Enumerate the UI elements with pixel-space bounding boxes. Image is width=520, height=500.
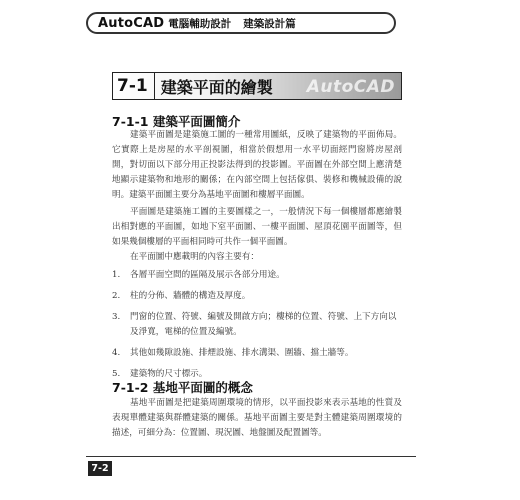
running-header <box>86 12 396 34</box>
header-subtitle: 電腦輔助設計 <box>168 17 232 30</box>
footer-rule <box>86 456 416 457</box>
paragraph-contents: 在平面圖中應載明的內容主要有： <box>130 252 259 262</box>
chapter-title: 建築平面的繪製 <box>160 77 273 97</box>
list-item: 2. 柱的分佈、牆體的構造及厚度。 <box>112 291 251 301</box>
paragraph-floors: 平面圖是建築施工圖的主要圖樣之一，一般情況下每一個樓層都應繪製出相對應的平面圖，如地下室平面圖、一樓平面圖、屋頂花園平面圖等，但如果幾個樓層的平面相同時可共作一個平面圖。 <box>112 207 402 247</box>
paragraph-intro: 建築平面圖是建築施工圖的一種常用圖紙，反映了建築物的平面佈局。它實際上是房屋的水平剖視圖，相當於假想用一水平切面經門窗將房屋剖開，對切面以下部分用正投影法得到的投影圖。平面圖在外部空間上應清楚地顯示建築物和地形的關係；在內部空間上包括傢俱、裝修和機械設備的說明。建築平面圖主要分為基地平面圖和樓層平面圖。 <box>112 130 402 200</box>
list-item: 1. 各層平面空間的區隔及展示各部分用途。 <box>112 270 285 280</box>
contents-list <box>112 268 402 388</box>
banner-watermark: AutoCAD <box>306 77 395 97</box>
page-number: 7-2 <box>88 461 112 476</box>
header-brand: AutoCAD <box>98 15 165 31</box>
section-heading-2: 7-1-2 基地平面圖的概念 <box>112 380 253 395</box>
list-item: 3. 門窗的位置、符號、編號及開啟方向；樓梯的位置、符號、上下方向以及淨寬，電梯的位置及編號。 <box>112 312 397 337</box>
list-item: 5. 建築物的尺寸標示。 <box>112 369 208 379</box>
paragraph-site-plan: 基地平面圖是把建築周圍環境的情形，以平面投影來表示基地的性質及表現單體建築與群體建築的關係。基地平面圖主要是對主體建築周圍環境的描述，可細分為：位置圖、現況圖、地盤圖及配置圖等。 <box>112 398 402 438</box>
list-item: 4. 其他如幾隙設施、排煙設施、排水溝渠、圍牆、擋土牆等。 <box>112 348 354 358</box>
chapter-banner <box>112 72 402 100</box>
chapter-number: 7-1 <box>113 73 155 99</box>
header-section: 建築設計篇 <box>243 17 296 30</box>
section-heading-1: 7-1-1 建築平面圖簡介 <box>112 114 241 129</box>
